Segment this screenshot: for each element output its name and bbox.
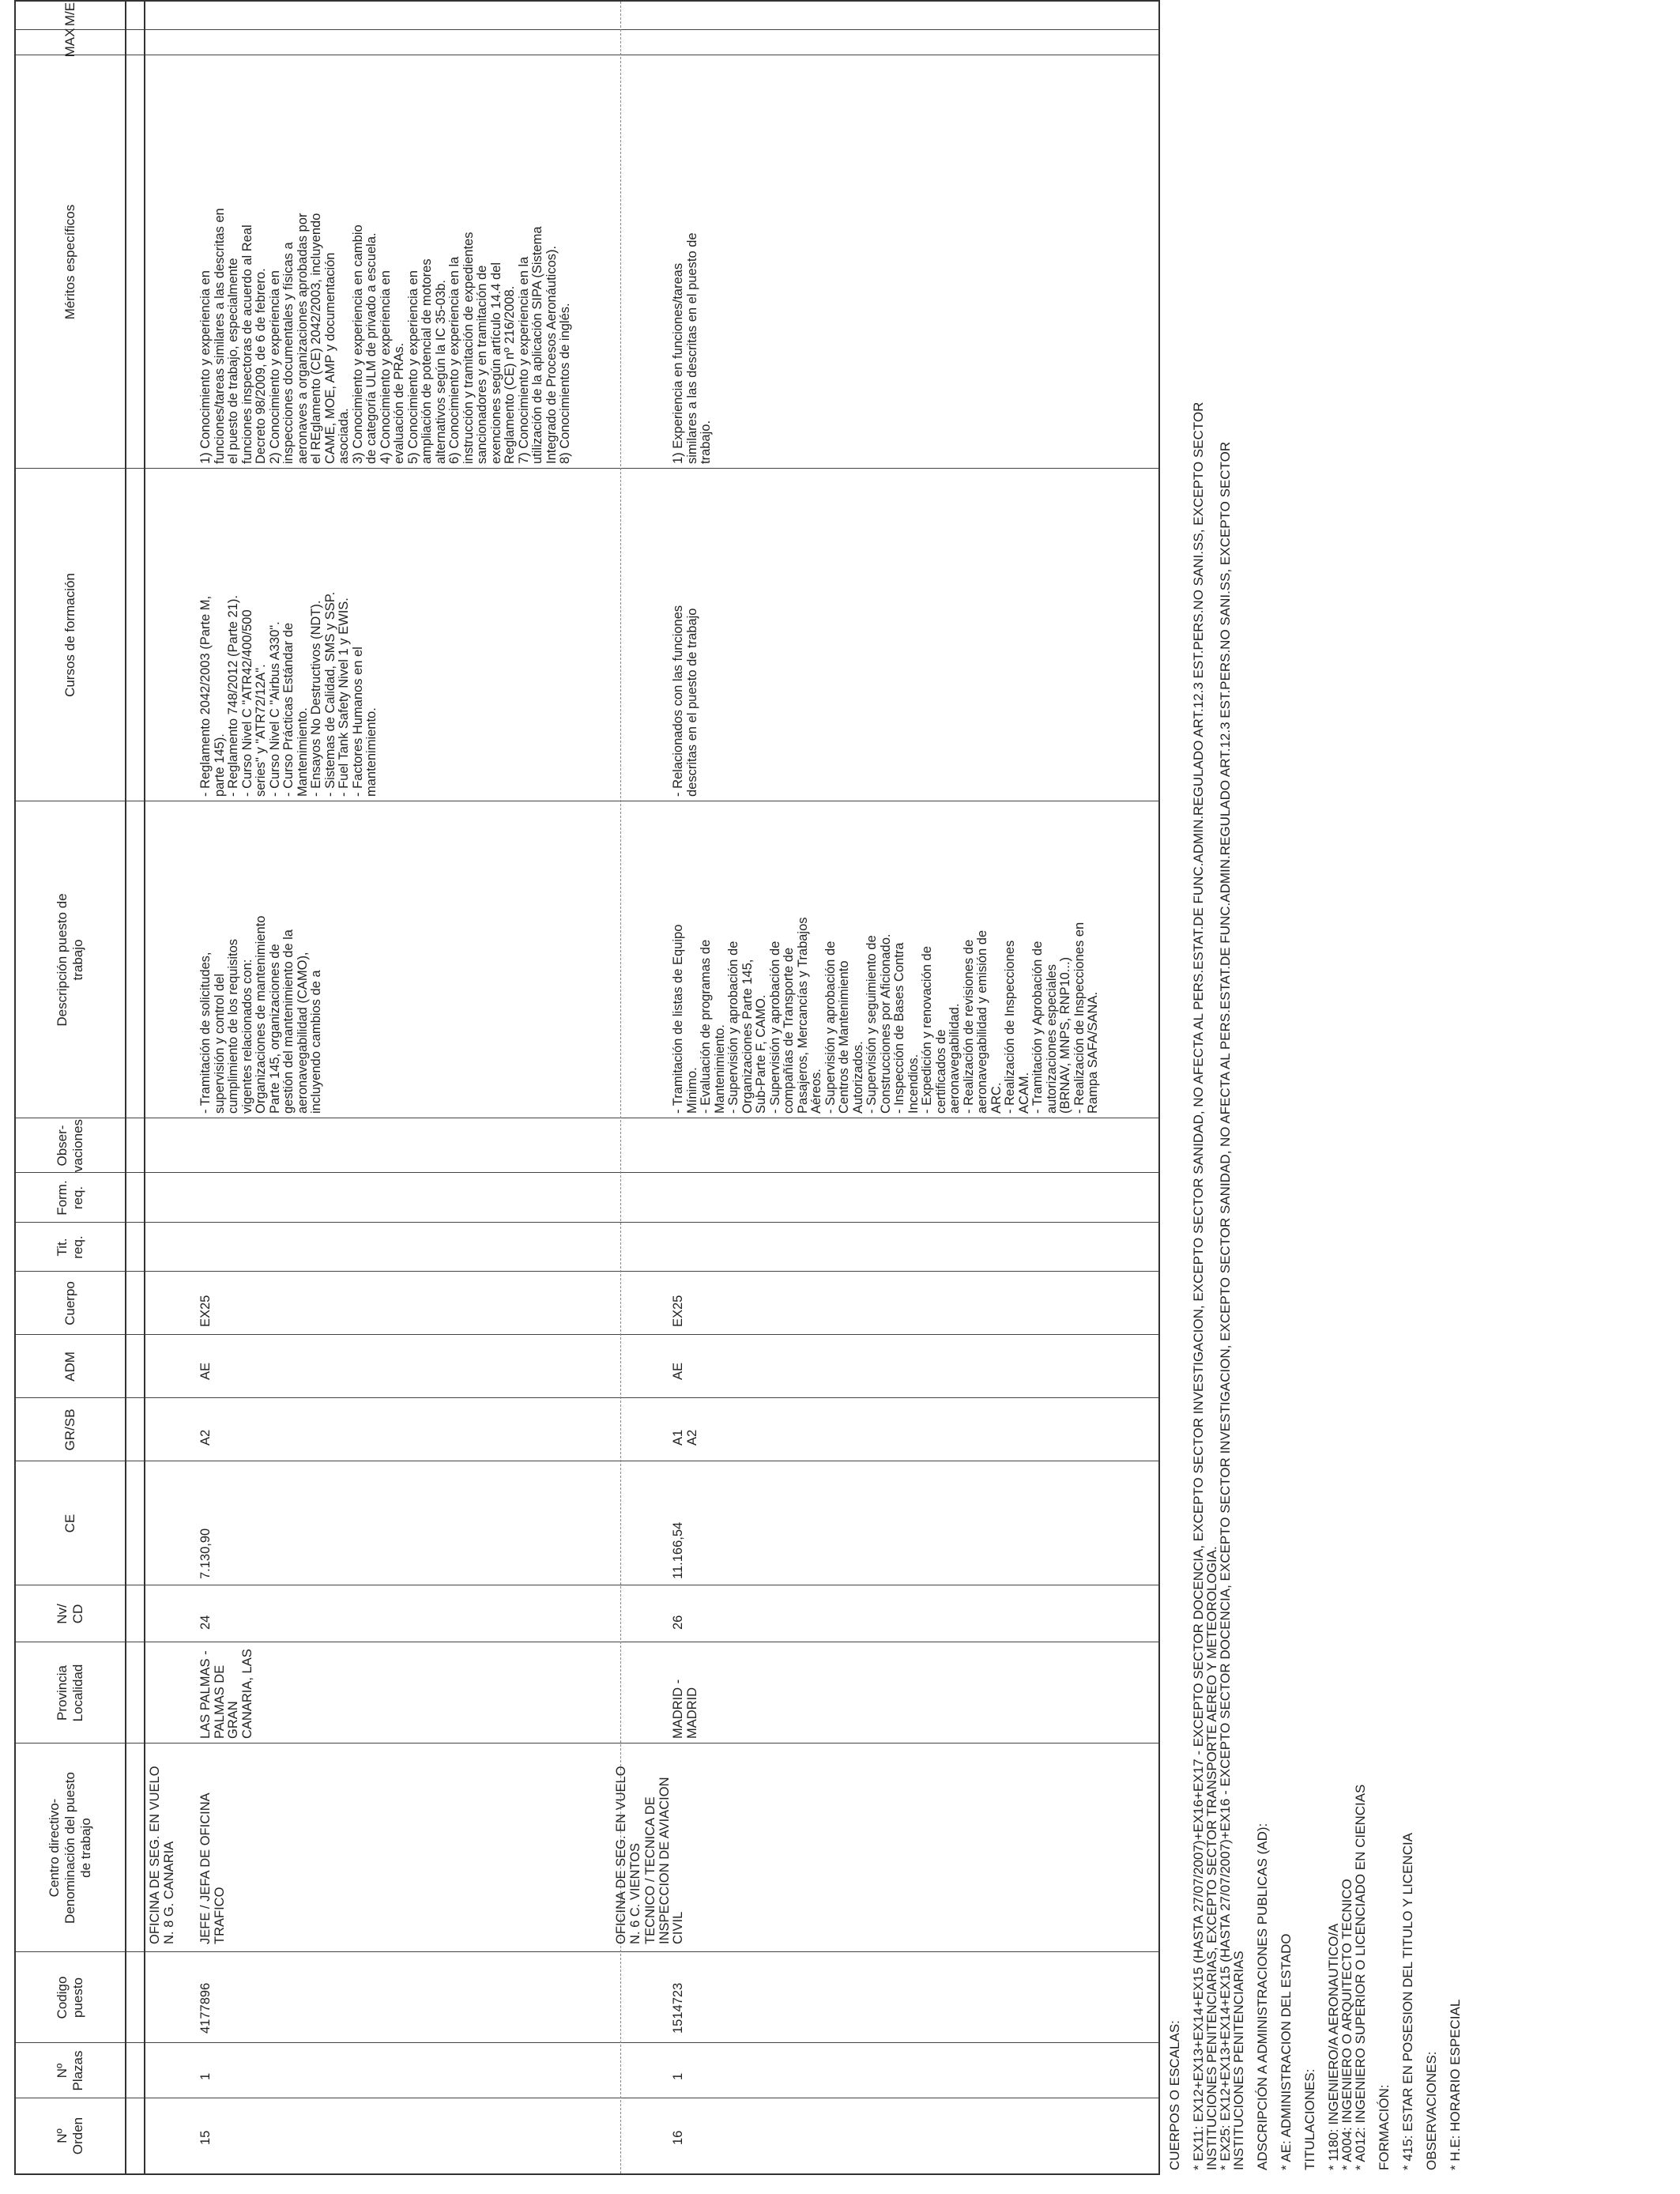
col-divider (16, 1743, 1158, 1744)
table-row-plazas: 1 (198, 2072, 213, 2080)
table-row-adm: AE (671, 1362, 685, 1380)
table-row-descripcion: - Tramitación de solicitudes, supervisión y control del cumplimiento de los requisitos vigentes relacionados con: Organizaciones de mantenimiento Parte 145, organizaciones de gestión del mantenimiento de la aeronavegabilidad (CAMO), incluyendo cambios de a (198, 915, 323, 1114)
table-row-orden: 15 (198, 2130, 213, 2145)
formacion-title: FORMACIÓN: (1377, 2084, 1392, 2170)
unit-label: OFICINA DE SEG. EN VUELO N. 8 G. CANARIA (148, 1766, 176, 1944)
col-divider (16, 1334, 1158, 1335)
note-ex25: * EX25: EX12+EX13+EX14+EX15 (HASTA 27/07/2007)+EX16 - EXCEPTO SECTOR DOCENCIA, EXCEPTO SECTOR INVESTIGACION, EXCEPTO SECTOR SANIDAD, NO AFECTA AL PERS.ESTAT.DE FUNC.ADMIN.REGULADO ART.12.3 EST.PERS.NO SANI.SS, EXCEPTO SECTOR INSTITUCIONES PENITENCIARIAS (1218, 441, 1246, 2170)
header-tit: Tit. req. (55, 1235, 85, 1259)
table-row-cuerpo: EX25 (198, 1295, 213, 1327)
header-plazas: Nº Plazas (55, 2050, 85, 2091)
table-row-cursos: - Relacionados con las funciones descritas en el puesto de trabajo (671, 605, 699, 797)
table-row-centro: TECNICO / TECNICA DE INSPECCION DE AVIACION CIVIL (643, 1777, 685, 1944)
header-provincia: Provincia Localidad (55, 1664, 85, 1722)
table-row-ce: 7.130,90 (198, 1528, 213, 1579)
note-415: * 415: ESTAR EN POSESION DEL TITULO Y LICENCIA (1400, 1832, 1415, 2170)
header-nivel: Nv/ CD (55, 1604, 85, 1624)
table-row-provincia: LAS PALMAS - PALMAS DE GRAN CANARIA, LAS (198, 1649, 254, 1739)
table-row-codigo: 4177896 (198, 1982, 213, 2034)
table-row-centro: JEFE / JEFA DE OFICINA TRAFICO (198, 1793, 227, 1944)
header-descripcion: Descripción puesto de trabajo (55, 893, 85, 1027)
table-row-cuerpo: EX25 (671, 1295, 685, 1327)
header-orden: Nº Orden (55, 2117, 85, 2155)
header-form: Form. req. (55, 1180, 85, 1216)
col-divider (16, 29, 1158, 30)
col-divider (16, 2042, 1158, 2043)
header-obs: Obser- vaciones (55, 1118, 85, 1173)
footnotes (1168, 36, 1462, 2170)
note-he: * H.E: HORARIO ESPECIAL (1448, 1999, 1463, 2170)
table-row-orden: 16 (671, 2130, 685, 2145)
table-row-nivel: 24 (198, 1615, 213, 1630)
table-row-codigo: 1514723 (671, 1982, 685, 2034)
note-titulaciones: * 1180: INGENIERO/A AERONAUTICO/A * A004: INGENIERO O ARQUITECTO TECNICO * A012: INGENIERO SUPERIOR O LICENCIADO EN CIENCIAS (1326, 1784, 1368, 2170)
header-divider-2 (144, 2, 145, 2173)
header-divider (125, 2, 126, 2173)
table-row-adm: AE (198, 1362, 213, 1380)
positions-table (14, 0, 1160, 2175)
header-centro: Centro directivo- Denominación del puesto de trabajo (47, 1772, 93, 1924)
table-row-meritos: 1) Experiencia en funciones/tareas similares a las descritas en el puesto de trabajo. (671, 232, 713, 464)
table-row-grsb: A1 A2 (671, 1429, 699, 1446)
col-divider (16, 1397, 1158, 1398)
col-divider (16, 1172, 1158, 1173)
unit-label: OFICINA DE SEG. EN VUELO N. 6 C. VIENTOS (614, 1766, 642, 1944)
col-divider (16, 468, 1158, 469)
header-cuerpo: Cuerpo (62, 1281, 77, 1325)
table-row-ce: 11.166,54 (671, 1521, 685, 1579)
observaciones-title: OBSERVACIONES: (1424, 2051, 1439, 2170)
header-meritos: Méritos específicos (62, 204, 77, 320)
col-divider (16, 1271, 1158, 1272)
col-divider (16, 1222, 1158, 1223)
header-codigo: Codigo puesto (55, 1976, 85, 2019)
header-grsb: GR/SB (62, 1408, 77, 1451)
titulaciones-title: TITULACIONES: (1302, 2068, 1317, 2170)
note-ex11: * EX11: EX12+EX13+EX14+EX15 (HASTA 27/07/2007)+EX16+EX17 - EXCEPTO SECTOR DOCENCIA, EXCEPTO SECTOR INVESTIGACION, EXCEPTO SECTOR SANIDAD, NO AFECTA AL PERS.ESTAT.DE FUNC.ADMIN.REGULADO ART.12.3 EST.PERS.NO SANI.SS, EXCEPTO SECTOR INSTITUCIONES PENITENCIARIAS, EXCEPTO SECTOR TRANSPORTE AEREO Y METEOROLOGIA. (1191, 401, 1219, 2170)
ad-title: ADSCRIPCIÓN A ADMINISTRACIONES PUBLICAS (AD): (1255, 1823, 1270, 2170)
table-row-cursos: - Reglamento 2042/2003 (Parte M, parte 145). - Reglamento 748/2012 (Parte 21). - Curso Nivel C "ATR42/400/500 series" y "ATR72/12A". - Curso Nivel C "Airbus A330". - Curso Prácticas Estándar de Mantenimiento. - Ensayos No Destructivos (NDT). - Sistemas de Calidad, SMS y SSP. - Fuel Tank Safety Nivel 1 y EWIS. - Factores Humanos en el mantenimiento. (198, 591, 379, 797)
header-cursos: Cursos de formación (62, 573, 77, 697)
header-adm: ADM (62, 1351, 77, 1382)
header-max: MAX (62, 28, 77, 58)
table-row-provincia: MADRID - MADRID (671, 1679, 699, 1739)
table-row-descripcion: - Tramitación de listas de Equipo Mínimo. - Evaluación de programas de Mantenimiento. - Supervisión y aprobación de Organizaciones Parte 145, Sub-Parte F, CAMO. - Supervisión y aprobación de compañías de Transporte de Pasajeros, Mercancías y Trabajos Aéreos. - Supervisión y aprobación de Centros de Mantenimiento Autorizados. - Supervisión y seguimiento de Construcciones por Aficionado. - Inspección de Bases Contra Incendios. - Expedición y renovación de certificados de aeronavegabilidad. - Realización de revisiones de aeronavegabilidad y emisión de ARC. - Realización de Inspecciones ACAM. - Tramitación y Aprobación de autorizaciones especiales (BRNAV, MNPS, RNP10...) - Realización de Inspecciones en Rampa SAFA/SANA. (671, 917, 1100, 1114)
table-row-plazas: 1 (671, 2072, 685, 2080)
note-ae: * AE: ADMINISTRACION DEL ESTADO (1279, 1933, 1294, 2170)
header-ce: CE (62, 1514, 77, 1533)
table-row-meritos: 1) Conocimiento y experiencia en funciones/tareas similares a las descritas en el puesto de trabajo, especialmente funciones inspectoras de acuerdo al Real Decreto 98/2009, de 6 de febrero. 2) Conocimiento y experiencia en inspecciones documentales y físicas a aeronaves a organizaciones aprobadas por el REglamento (CE) 2042/2003, incluyendo CAME, MOE, AMP y documentación asociada. 3) Conocimiento y experiencia en cambio de categoría ULM de privado a escuela. 4) Conocimiento y experiencia en evaluación de PRAs. 5) Conocimiento y experiencia en ampliación de potencial de motores alternativos según la IC 35-03b. 6) Conocimiento y experiencia en la instrucción y tramitación de expedientes sancionadores y en tramitación de exenciones según artículo 14.4 del Reglamento (CE) nº 216/2008. 7) Conocimiento y experiencia en la utilización de la aplicación SIPA (Sistema Integrado de Procesos Aeronáuticos). 8) Conocimientos de inglés. (198, 208, 572, 464)
table-row-grsb: A2 (198, 1429, 213, 1446)
table-row-nivel: 26 (671, 1615, 685, 1630)
header-me: M/E (62, 2, 77, 27)
cuerpos-title: CUERPOS O ESCALAS: (1167, 2020, 1182, 2170)
col-divider (16, 1951, 1158, 1952)
